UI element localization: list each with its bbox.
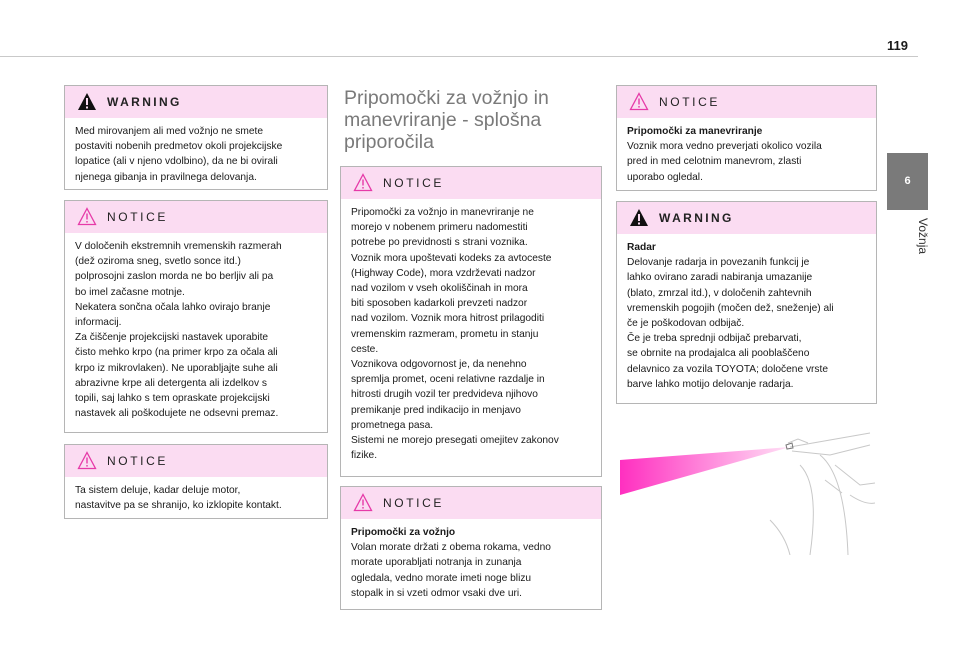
text-line: Med mirovanjem ali med vožnjo ne smete bbox=[75, 126, 263, 137]
text-line: nad vozilom. Voznik mora hitrost prilagoditi bbox=[351, 313, 545, 325]
text-line: bo imel začasne motnje. bbox=[75, 286, 185, 298]
text-line: fizike. bbox=[351, 450, 378, 462]
notice-text bbox=[341, 199, 601, 470]
text-line: (blato, zmrzal itd.), v določenih zahtevnih bbox=[627, 287, 812, 299]
warning-title: Radar bbox=[627, 242, 656, 253]
text-line: ogledala, vedno morate imeti noge blizu bbox=[351, 572, 532, 584]
car-front-radar-illustration bbox=[620, 425, 875, 555]
notice-title: Pripomočki za vožnjo bbox=[351, 527, 456, 538]
text-line: Volan morate držati z obema rokama, vedno bbox=[351, 542, 551, 554]
heading-line: manevriranje - splošna bbox=[344, 109, 542, 131]
text-line: Če je treba sprednji odbijač prebarvati, bbox=[627, 333, 802, 345]
text-line: Sistemi ne morejo presegati omejitev zakonov bbox=[351, 435, 559, 447]
text-line: čisto mehko krpo (na primer krpo za očala ali bbox=[75, 347, 278, 359]
text-line: spremlja promet, oceni relativne razdalje in bbox=[351, 374, 545, 386]
warning-text bbox=[617, 234, 876, 399]
chapter-title: Vožnja bbox=[916, 218, 930, 255]
text-line: Delovanje radarja in povezanih funkcij je bbox=[627, 257, 810, 269]
text-line: uporabo ogledal. bbox=[627, 171, 703, 183]
warning-box-head-up-display bbox=[64, 85, 328, 190]
text-line: stopalk in si vzeti odmor vsaki dve uri. bbox=[351, 587, 522, 599]
text-line: V določenih ekstremnih vremenskih razmerah bbox=[75, 241, 282, 252]
warning-icon bbox=[629, 208, 649, 227]
notice-box-driving-aid-hands bbox=[340, 486, 602, 610]
text-line: krpo iz mikrovlaken). Ne uporabljajte suhe ali bbox=[75, 362, 278, 374]
text-line: če je poškodovan odbijač. bbox=[627, 318, 745, 330]
text-line: Voznikova odgovornost je, da nenehno bbox=[351, 359, 527, 371]
notice-icon bbox=[77, 451, 97, 470]
text-line: nad vozilom v vseh okoliščinah in mora bbox=[351, 283, 528, 295]
notice-icon bbox=[353, 173, 373, 192]
text-line: Nekatera sončna očala lahko ovirajo branje bbox=[75, 301, 271, 313]
text-line: Za čiščenje projekcijski nastavek uporabite bbox=[75, 332, 269, 344]
notice-text bbox=[617, 118, 876, 192]
text-line: lahko ovirano zaradi nabiranja umazanije bbox=[627, 272, 813, 284]
text-line: hitrosti drugih vozil ter predvideva njihovo bbox=[351, 389, 538, 401]
notice-header bbox=[617, 86, 876, 118]
text-line: se obrnite na prodajalca ali pooblaščeno bbox=[627, 348, 810, 360]
text-line: ceste. bbox=[351, 343, 379, 355]
notice-label: NOTICE bbox=[383, 496, 444, 510]
notice-text bbox=[341, 519, 601, 608]
notice-label: NOTICE bbox=[383, 176, 444, 190]
notice-box-maneuvering bbox=[616, 85, 877, 191]
text-line: biti sposoben kadarkoli prevzeti nadzor bbox=[351, 298, 528, 310]
warning-header bbox=[617, 202, 876, 234]
notice-title: Pripomočki za manevriranje bbox=[627, 126, 763, 137]
notice-label: NOTICE bbox=[659, 95, 720, 109]
text-line: Ta sistem deluje, kadar deluje motor, bbox=[75, 485, 241, 496]
text-line: prometnega pasa. bbox=[351, 419, 434, 431]
warning-label: WARNING bbox=[107, 95, 182, 109]
warning-header bbox=[65, 86, 327, 118]
text-line: nastavitve pa se shranijo, ko izklopite kontakt. bbox=[75, 500, 282, 512]
heading-line: Pripomočki za vožnjo in bbox=[344, 87, 549, 109]
notice-label: NOTICE bbox=[107, 454, 168, 468]
text-line: topili, saj lahko s tem opraskate projekcijski bbox=[75, 393, 270, 405]
text-line: potrebe po previdnosti s strani voznika. bbox=[351, 237, 528, 249]
text-line: barve lahko motijo delovanje radarja. bbox=[627, 378, 794, 390]
text-line: morate uporabljati notranja in zunanja bbox=[351, 557, 522, 569]
heading-line: priporočila bbox=[344, 131, 434, 153]
text-line: (dež oziroma sneg, svetlo sonce itd.) bbox=[75, 256, 241, 268]
warning-text bbox=[65, 118, 327, 192]
notice-label: NOTICE bbox=[107, 210, 168, 224]
text-line: postaviti nobenih predmetov okoli projekcijske bbox=[75, 141, 283, 153]
notice-box-system-operation bbox=[64, 444, 328, 519]
text-line: Voznik mora vedno preverjati okolico vozila bbox=[627, 141, 822, 153]
notice-header bbox=[341, 487, 601, 519]
text-line: morejo v nobenem primeru nadomestiti bbox=[351, 222, 528, 234]
text-line: njenega gibanja in pravilnega delovanja. bbox=[75, 171, 257, 183]
text-line: (Highway Code), mora vzdrževati nadzor bbox=[351, 267, 536, 279]
header-rule bbox=[0, 56, 918, 57]
notice-text bbox=[65, 233, 327, 428]
text-line: premikanje pred indikacijo in menjavo bbox=[351, 404, 521, 416]
text-line: Voznik mora upoštevati kodeks za avtoceste bbox=[351, 252, 552, 264]
chapter-tab[interactable]: 6 bbox=[887, 153, 928, 210]
section-heading bbox=[344, 87, 604, 153]
notice-icon bbox=[353, 493, 373, 512]
text-line: polprosojni zaslon morda ne bo berljiv ali pa bbox=[75, 271, 274, 283]
notice-header bbox=[65, 445, 327, 477]
notice-icon bbox=[629, 92, 649, 111]
notice-text bbox=[65, 477, 327, 520]
text-line: vremenskih pogojih (močen dež, sneženje) ali bbox=[627, 302, 834, 314]
notice-box-weather bbox=[64, 200, 328, 433]
warning-label: WARNING bbox=[659, 211, 734, 225]
text-line: delavnico za vozila TOYOTA; določene vrste bbox=[627, 363, 829, 375]
warning-box-radar bbox=[616, 201, 877, 404]
text-line: pred in med celotnim manevrom, zlasti bbox=[627, 156, 802, 168]
warning-icon bbox=[77, 92, 97, 111]
page-number: 119 bbox=[887, 38, 908, 53]
text-line: abrazivne krpe ali detergenta ali izdelkov s bbox=[75, 377, 267, 389]
notice-header bbox=[341, 167, 601, 199]
text-line: informacij. bbox=[75, 317, 122, 329]
text-line: vremenskim razmeram, prometu in stanju bbox=[351, 328, 539, 340]
notice-box-driving-aids bbox=[340, 166, 602, 477]
text-line: nastavek ali poškodujete ne odsevni premaz. bbox=[75, 408, 279, 420]
notice-icon bbox=[77, 207, 97, 226]
text-line: lopatice (ali v njeno vdolbino), da ne bi ovirali bbox=[75, 156, 278, 168]
notice-header bbox=[65, 201, 327, 233]
text-line: Pripomočki za vožnjo in manevriranje ne bbox=[351, 207, 534, 218]
